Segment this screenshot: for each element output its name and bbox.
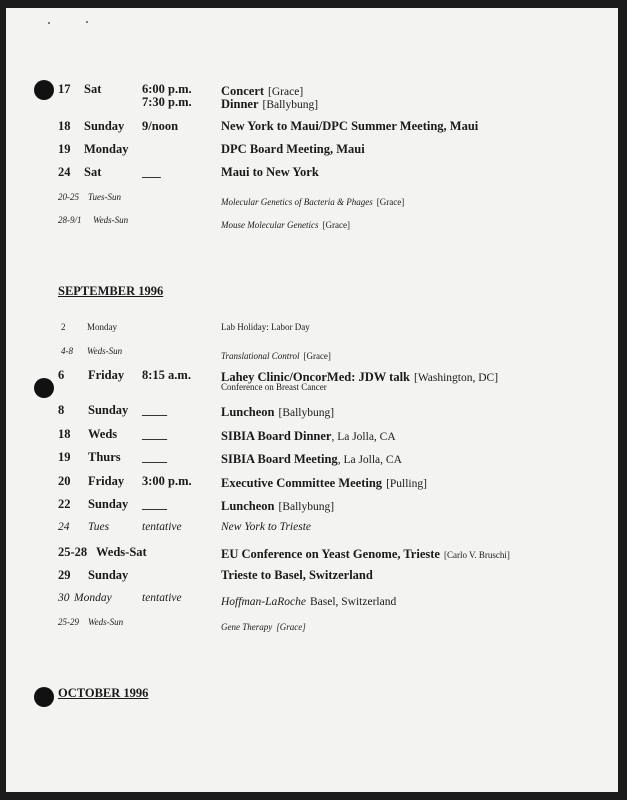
entry-weekday: Weds-Sat (96, 545, 147, 559)
entry-weekday: Sat (84, 82, 102, 96)
entry-weekday: Friday (88, 368, 125, 382)
entry-event: Gene Therapy [Grace] (221, 622, 306, 632)
entry-day: 18 (58, 427, 71, 441)
entry-event: SIBIA Board Dinner, La Jolla, CA (221, 429, 396, 443)
punch-hole (34, 80, 54, 100)
entry-time: ____ (142, 450, 167, 464)
entry-event: New York to Maui/DPC Summer Meeting, Maui (221, 119, 479, 133)
entry-event: Dinner [Ballybung] (221, 97, 319, 111)
month-heading: OCTOBER 1996 (58, 686, 149, 700)
entry-event: DPC Board Meeting, Maui (221, 142, 365, 156)
entry-day: 24 (58, 521, 70, 533)
entry-event: Executive Committee Meeting [Pulling] (221, 476, 427, 490)
entry-weekday: Weds-Sun (87, 346, 123, 356)
entry-day: 30 (58, 592, 70, 604)
entry-weekday: Friday (88, 474, 125, 488)
entry-time: tentative (142, 521, 182, 533)
entry-day: 22 (58, 497, 71, 511)
document-page (6, 8, 618, 792)
entry-day: 19 (58, 450, 71, 464)
entry-day: 8 (58, 403, 65, 417)
entry-day: 20-25 (58, 192, 79, 202)
entry-day: 17 (58, 82, 71, 96)
entry-weekday: Sunday (84, 119, 125, 133)
entry-event: Translational Control [Grace] (221, 351, 331, 361)
entry-time: ____ (142, 403, 167, 417)
entry-weekday: Monday (87, 322, 117, 332)
entry-weekday: Tues (88, 521, 110, 533)
month-heading: SEPTEMBER 1996 (58, 284, 164, 298)
entry-event: Molecular Genetics of Bacteria & Phages [Grace] (221, 197, 405, 207)
entry-weekday: Weds (88, 427, 118, 441)
entry-day: 29 (58, 568, 71, 582)
entry-weekday: Sunday (88, 568, 129, 582)
entry-day: 6 (58, 368, 65, 382)
punch-hole (34, 378, 54, 398)
entry-day: 18 (58, 119, 71, 133)
entry-event: Lahey Clinic/OncorMed: JDW talk [Washington, DC] (221, 370, 499, 384)
entry-event: Lab Holiday: Labor Day (221, 322, 310, 332)
entry-event: Luncheon [Ballybung] (221, 499, 335, 513)
entry-day: 24 (58, 165, 71, 179)
entry-time: 9/noon (142, 119, 179, 133)
entry-weekday: Thurs (88, 450, 121, 464)
entry-event: SIBIA Board Meeting, La Jolla, CA (221, 452, 402, 466)
entry-time: ___ (142, 165, 161, 179)
entry-event: Trieste to Basel, Switzerland (221, 568, 373, 582)
entry-day: 25-28 (58, 545, 88, 559)
entry-time: tentative (142, 592, 182, 604)
entry-weekday: Sunday (88, 403, 129, 417)
entry-weekday: Weds-Sun (88, 617, 124, 627)
entry-event: Mouse Molecular Genetics [Grace] (221, 220, 350, 230)
speck (86, 21, 88, 23)
entry-event: EU Conference on Yeast Genome, Trieste [Carlo V. Bruschi] (221, 547, 510, 561)
entry-weekday: Monday (84, 142, 129, 156)
entry-time: ____ (142, 497, 167, 511)
entry-day: 20 (58, 474, 71, 488)
entry-weekday: Sat (84, 165, 102, 179)
entry-day: 2 (61, 322, 66, 332)
entry-event: New York to Trieste (221, 521, 311, 533)
entry-event: Luncheon [Ballybung] (221, 405, 335, 419)
entry-time: ____ (142, 427, 167, 441)
entry-subnote: Conference on Breast Cancer (221, 382, 327, 392)
entry-event: Hoffman-LaRoche Basel, Switzerland (221, 596, 397, 608)
entry-event: Maui to New York (221, 165, 319, 179)
entry-time: 7:30 p.m. (142, 95, 192, 109)
entry-time: 6:00 p.m. (142, 82, 192, 96)
entry-time: 8:15 a.m. (142, 368, 191, 382)
speck (48, 22, 50, 24)
entry-day: 19 (58, 142, 71, 156)
entry-day: 28-9/1 (58, 215, 82, 225)
entry-time: 3:00 p.m. (142, 474, 192, 488)
entry-event: Concert [Grace] (221, 84, 304, 98)
entry-day: 25-29 (58, 617, 79, 627)
entry-weekday: Sunday (88, 497, 129, 511)
entry-weekday: Weds-Sun (93, 215, 129, 225)
entry-weekday: Tues-Sun (88, 192, 122, 202)
entry-day: 4-8 (61, 346, 73, 356)
punch-hole (34, 687, 54, 707)
entry-weekday: Monday (74, 592, 112, 604)
